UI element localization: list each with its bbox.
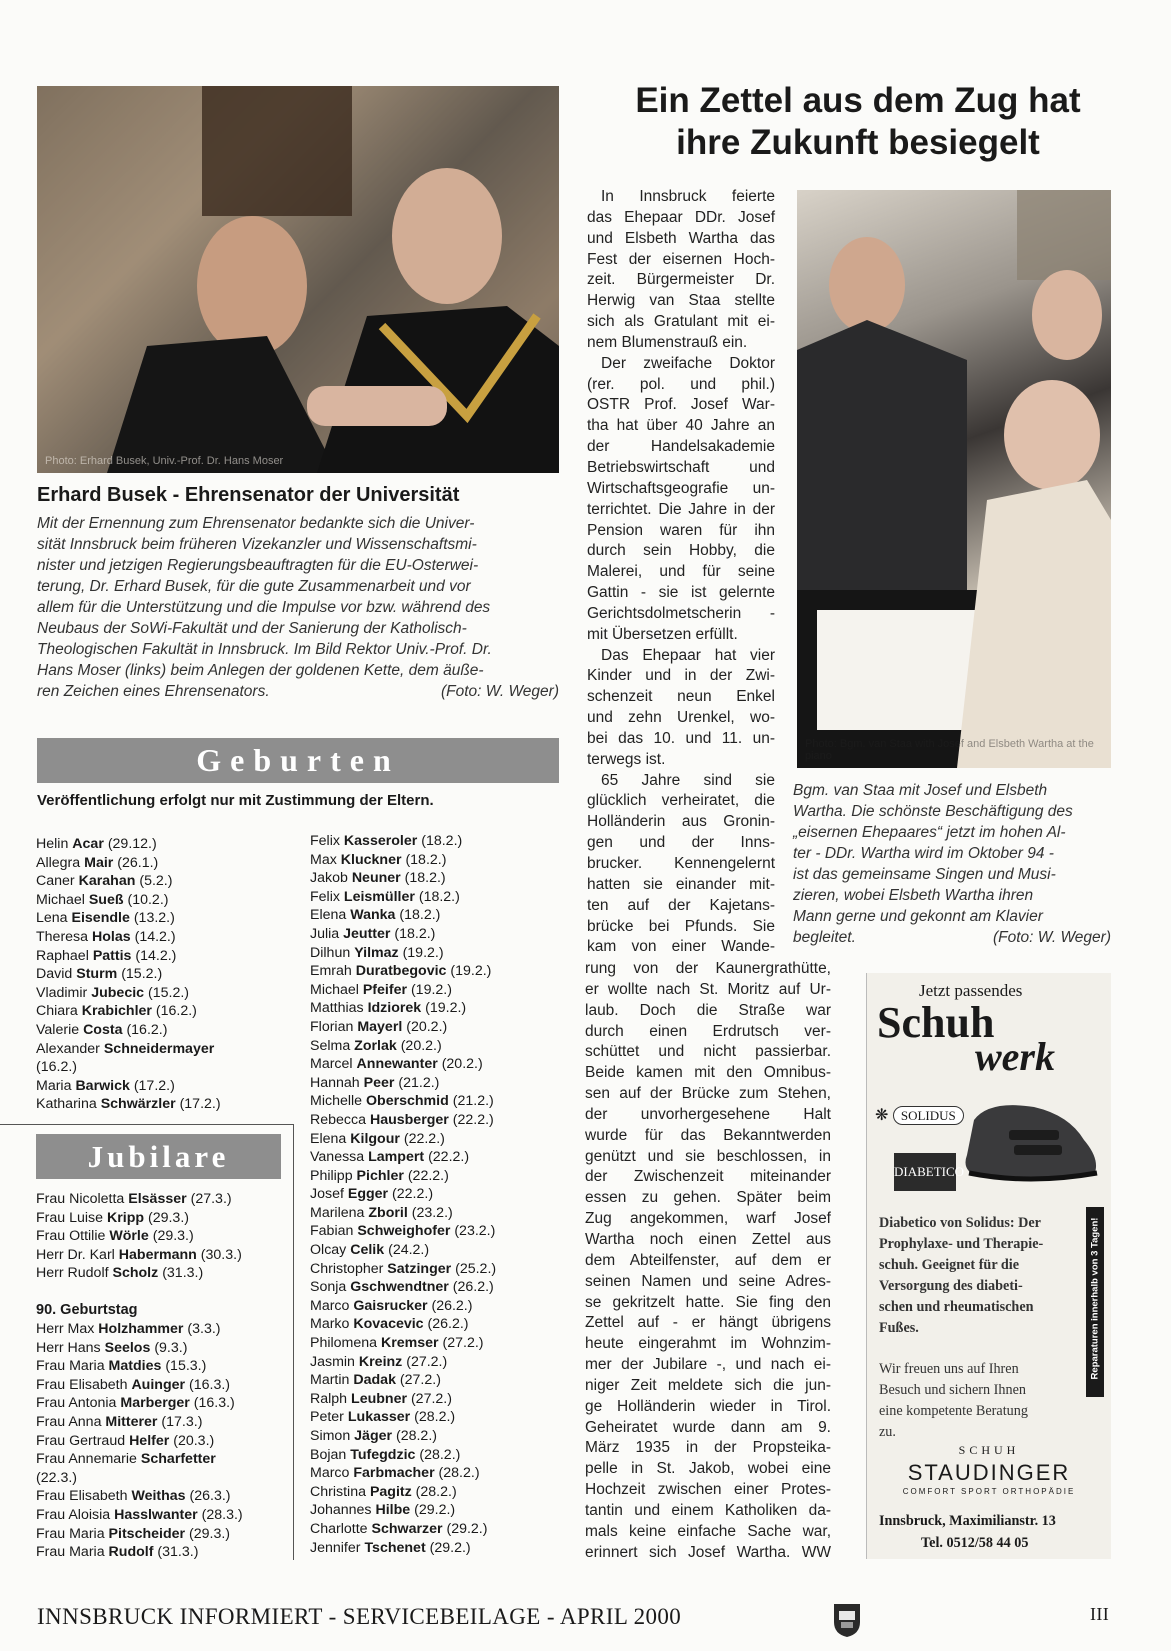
wartha-photo xyxy=(797,190,1111,768)
list-item: Julia Jeutter (18.2.) xyxy=(310,925,436,942)
geburten-note: Veröffentlichung erfolgt nur mit Zustimmung der Eltern. xyxy=(37,792,434,809)
article-line: Herwig van Staa stellte xyxy=(587,292,775,310)
article-line: rung von der Kaunergrathütte, xyxy=(585,960,831,977)
busek-photo-shapes xyxy=(37,86,559,473)
list-item: Caner Karahan (5.2.) xyxy=(36,873,173,890)
list-item: Christina Pagitz (28.2.) xyxy=(310,1483,457,1500)
list-item: Elena Wanka (18.2.) xyxy=(310,907,441,924)
page-number: III xyxy=(1090,1604,1110,1624)
list-item: Elena Kilgour (22.2.) xyxy=(310,1130,445,1147)
list-item: Frau Annemarie Scharfetter xyxy=(36,1451,216,1468)
article-line: terwegs ist. xyxy=(587,750,666,768)
busek-caption: Mit der Ernennung zum Ehrensenator bedankte sich die Univer- sität Innsbruck beim früheren Vizekanzler und Wissenschaftsmi- nister und jetzigen Regierungsbeauftragten für die EU-Osterwei- terung, Dr. Erhard Busek, für die gute Zusammenarbeit und vor allem für die Unterstützung und die Impulse vor bzw. während des Neubaus der SoWi-Fakultät und der Sanierung der Katholisch- Theologischen Fakultät in Innsbruck. Im Bild Rektor Univ.-Prof. Dr. Hans Moser (links) beim Anlegen der goldenen Kette, dem äuße- ren Zeichen eines Ehrensenators. (Foto: W. Weger) xyxy=(37,515,559,700)
article-line: mit Übersetzen erfüllt. xyxy=(587,625,738,643)
list-item: Vanessa Lampert (22.2.) xyxy=(310,1149,470,1166)
article-line: März 1935 in der Propsteika- xyxy=(585,1439,831,1457)
ad-brand-sub: COMFORT SPORT ORTHOPÄDIE xyxy=(902,1487,1076,1496)
article-line: sen auf der Brücke zum Stehen, xyxy=(585,1085,831,1103)
list-item: Hannah Peer (21.2.) xyxy=(310,1074,440,1091)
ad-schuh: Schuh xyxy=(877,998,995,1047)
article-line: tantin und einem Katholiken da- xyxy=(585,1501,831,1519)
article-line: hatten sie einander mit- xyxy=(587,875,775,893)
article-line: seinen Namen und seine Adres- xyxy=(585,1272,831,1290)
busek-photo xyxy=(37,86,559,473)
ad-address: Innsbruck, Maximilianstr. 13 xyxy=(879,1513,1056,1529)
schuhwerk-ad xyxy=(866,973,1111,1559)
article-line: pelle in St. Jakob, wobei eine xyxy=(585,1460,831,1478)
article-line: mals keine einfache Sache war, xyxy=(585,1522,831,1540)
list-item: Allegra Mair (26.1.) xyxy=(36,854,159,871)
article-line: sich als Gratulant mit ei- xyxy=(587,313,775,331)
list-item: Maria Barwick (17.2.) xyxy=(36,1077,175,1094)
list-item: Alexander Schneidermayer xyxy=(36,1040,215,1057)
list-item: Fabian Schweighofer (23.2.) xyxy=(310,1223,496,1240)
list-item: Selma Zorlak (20.2.) xyxy=(310,1037,442,1054)
wartha-photo-label: Photo: Bgm. van Staa with Josef and Elsbeth Wartha at the piano xyxy=(805,738,1094,762)
article-line: der Handelsakademie xyxy=(587,438,775,456)
article-line: essen zu gehen. Später beim xyxy=(585,1189,831,1207)
list-item: Felix Kasseroler (18.2.) xyxy=(310,833,463,849)
list-item: Sonja Gschwendtner (26.2.) xyxy=(310,1279,494,1296)
ad-werk: werk xyxy=(975,1034,1055,1079)
list-item: Michael Sueß (10.2.) xyxy=(36,891,169,908)
jubilare-divider xyxy=(293,1124,294,1560)
list-item: Herr Rudolf Scholz (31.3.) xyxy=(36,1265,204,1282)
busek-credit: (Foto: W. Weger) xyxy=(441,683,559,700)
article-line: Betriebswirtschaft und xyxy=(587,458,775,476)
list-item: Peter Lukasser (28.2.) xyxy=(310,1409,456,1426)
solidus-badge: ❋ SOLIDUS xyxy=(875,1105,964,1125)
diabetico-logo: DIABETICO xyxy=(894,1153,956,1191)
geburten-list-1 xyxy=(36,835,296,1114)
list-item: Herr Dr. Karl Habermann (30.3.) xyxy=(36,1246,242,1263)
article-body-wide xyxy=(585,959,831,1563)
list-item: (22.3.) xyxy=(36,1469,78,1486)
article-line: terrichtet. Die Jahre in der xyxy=(587,500,775,518)
jubilare-list-2 xyxy=(36,1320,291,1562)
list-item: Frau Nicoletta Elsässer (27.3.) xyxy=(36,1191,232,1207)
list-item: Ralph Leubner (27.2.) xyxy=(310,1390,452,1407)
article-line: schenzeit neun Enkel xyxy=(587,688,775,706)
article-line: 65 Jahre sind sie xyxy=(601,771,775,789)
list-item: Herr Hans Seelos (9.3.) xyxy=(36,1339,188,1356)
article-headline: Ein Zettel aus dem Zug hat ihre Zukunft besiegelt xyxy=(635,81,1081,162)
list-item: Frau Luise Kripp (29.3.) xyxy=(36,1209,189,1226)
article-line: In Innsbruck feierte xyxy=(601,188,775,205)
list-item: Theresa Holas (14.2.) xyxy=(36,928,176,945)
ad-jetzt: Jetzt passendes xyxy=(919,981,1023,1000)
wartha-caption: Bgm. van Staa mit Josef und Elsbeth Wartha. Die schönste Beschäftigung des „eisernen Ehepaares“ jetzt im hohen Al- ter - DDr. Wartha wird im Oktober 94 - ist das gemeinsame Singen und Musi- zieren, wobei Elsbeth Wartha ihren Mann gerne und gekonnt am Klavier begleitet. (Foto: W. Weger) xyxy=(793,782,1111,946)
list-item: Raphael Pattis (14.2.) xyxy=(36,947,177,964)
list-item: Frau Maria Matdies (15.3.) xyxy=(36,1358,207,1375)
article-line: dem Abteilfenster, auf dem er xyxy=(585,1251,831,1269)
article-line: brucker. Kennengelernt xyxy=(587,855,775,872)
article-line: Zettel auf - er hängt übrigens xyxy=(585,1314,831,1332)
list-item: Frau Gertraud Helfer (20.3.) xyxy=(36,1432,215,1449)
article-line: nem Blumenstrauß ein. xyxy=(587,333,748,351)
coat-of-arms-icon xyxy=(832,1602,862,1638)
article-line: glücklich verheiratet, die xyxy=(587,792,775,810)
list-item: Rebecca Hausberger (22.2.) xyxy=(310,1111,494,1128)
list-item: Dilhun Yilmaz (19.2.) xyxy=(310,944,444,961)
list-item: Frau Aloisia Hasslwanter (28.3.) xyxy=(36,1506,243,1523)
list-item: Michelle Oberschmid (21.2.) xyxy=(310,1093,494,1110)
article-line: Der zweifache Doktor xyxy=(601,354,775,372)
list-item: Jasmin Kreinz (27.2.) xyxy=(310,1353,448,1370)
ad-side-bar xyxy=(1086,1207,1104,1397)
jubilare-rule xyxy=(0,1124,294,1125)
list-item: (16.2.) xyxy=(36,1059,78,1076)
busek-title: Erhard Busek - Ehrensenator der Universität xyxy=(37,484,460,506)
list-item: Lena Eisendle (13.2.) xyxy=(36,910,175,927)
list-item: Frau Elisabeth Weithas (26.3.) xyxy=(36,1488,231,1505)
list-item: David Sturm (15.2.) xyxy=(36,966,163,983)
list-item: Max Kluckner (18.2.) xyxy=(310,851,447,868)
jubilare-subheading: 90. Geburtstag xyxy=(36,1302,138,1318)
article-line: zeit. Bürgermeister Dr. xyxy=(587,271,775,289)
butterfly-icon: ❋ xyxy=(875,1107,889,1124)
list-item: Florian Mayerl (20.2.) xyxy=(310,1018,448,1035)
article-line: erinnert sich Josef Wartha. WW xyxy=(585,1543,831,1561)
article-line: durch einen Erdrutsch ver- xyxy=(585,1022,831,1040)
article-line: Kinder und in der Zwi- xyxy=(587,667,775,685)
list-item: Bojan Tufegdzic (28.2.) xyxy=(310,1446,461,1463)
article-line: se gekritzelt hatte. Sie fing den xyxy=(585,1293,831,1311)
article-line: wurde für das Bekanntwerden xyxy=(585,1126,831,1144)
wartha-credit: (Foto: W. Weger) xyxy=(993,929,1111,946)
article-line: und Elsbeth Wartha das xyxy=(587,229,775,247)
busek-photo-label: Photo: Erhard Busek, Univ.-Prof. Dr. Hans Moser xyxy=(45,455,284,467)
article-line: tha hat über 40 Jahre an xyxy=(587,417,775,435)
list-item: Felix Leismüller (18.2.) xyxy=(310,888,460,905)
list-item: Jakob Neuner (18.2.) xyxy=(310,870,446,887)
footer-text: INNSBRUCK INFORMIERT - SERVICEBEILAGE - APRIL 2000 xyxy=(37,1604,682,1629)
article-line: der unvorhergesehene Halt xyxy=(585,1105,831,1123)
list-item: Frau Anna Mitterer (17.3.) xyxy=(36,1413,203,1430)
article-line: (rer. pol. und phil.) xyxy=(587,375,775,393)
list-item: Vladimir Jubecic (15.2.) xyxy=(36,984,190,1001)
list-item: Philipp Pichler (22.2.) xyxy=(310,1167,449,1184)
ad-phone: Tel. 0512/58 44 05 xyxy=(921,1535,1029,1551)
article-line: das Ehepaar DDr. Josef xyxy=(587,208,775,226)
article-line: brücke bei Pfunds. Sie xyxy=(587,917,775,935)
list-item: Frau Maria Pitscheider (29.3.) xyxy=(36,1525,231,1542)
article-line: Fest der eisernen Hoch- xyxy=(587,250,775,268)
article-line: genützt und sie beschlossen, in xyxy=(585,1147,831,1165)
article-line: ten auf der Kajetans- xyxy=(587,896,775,914)
list-item: Olcay Celik (24.2.) xyxy=(310,1242,430,1259)
list-item: Frau Elisabeth Auinger (16.3.) xyxy=(36,1376,231,1393)
ad-brand: STAUDINGER xyxy=(907,1460,1071,1485)
list-item: Johannes Hilbe (29.2.) xyxy=(310,1502,456,1519)
article-line: Malerei, und für seine xyxy=(587,563,775,581)
list-item: Marco Gaisrucker (26.2.) xyxy=(310,1297,473,1314)
article-line: durch sein Hobby, die xyxy=(587,542,775,560)
article-line: Gerichtsdolmetscherin - xyxy=(587,604,775,622)
list-item: Marco Farbmacher (28.2.) xyxy=(310,1465,480,1482)
article-line: ge Holländerin wieder in Tirol. xyxy=(585,1397,831,1415)
list-item: Michael Pfeifer (19.2.) xyxy=(310,981,452,998)
list-item: Herr Max Holzhammer (3.3.) xyxy=(36,1321,221,1337)
article-line: mer der Jubilare -, und nach ei- xyxy=(585,1356,831,1374)
geburten-header: Geburten xyxy=(37,738,559,783)
article-line: gen und der Inns- xyxy=(587,834,775,852)
article-line: heute eingerahmt im Wohnzim- xyxy=(585,1335,831,1353)
list-item: Simon Jäger (28.2.) xyxy=(310,1428,437,1444)
list-item: Frau Ottilie Wörle (29.3.) xyxy=(36,1228,194,1245)
article-line: er wollte nach St. Moritz auf Ur- xyxy=(585,980,831,998)
jubilare-header: Jubilare xyxy=(36,1134,281,1179)
article-line: kam von einer Wande- xyxy=(587,938,775,956)
article-line: laub. Doch die Straße war xyxy=(585,1001,831,1019)
ad-side-text: Reparaturen innerhalb von 3 Tagen! xyxy=(1089,1217,1101,1380)
article-line: Das Ehepaar hat vier xyxy=(601,646,775,664)
list-item: Frau Antonia Marberger (16.3.) xyxy=(36,1395,235,1412)
article-line: niger Zeit meldete sich die jun- xyxy=(585,1376,831,1394)
list-item: Josef Egger (22.2.) xyxy=(310,1186,434,1203)
list-item: Marko Kovacevic (26.2.) xyxy=(310,1316,469,1333)
article-line: Beide kamen mit den Omnibus- xyxy=(585,1064,831,1082)
list-item: Emrah Duratbegovic (19.2.) xyxy=(310,963,492,980)
ad-body-2: Wir freuen uns auf Ihren Besuch und sichern Ihnen eine kompetente Beratung zu. xyxy=(879,1361,1028,1440)
ad-brand-top: SCHUH xyxy=(958,1443,1020,1457)
article-body-narrow xyxy=(587,187,775,958)
article-line: und zehn Urenkel, wo- xyxy=(587,709,775,727)
article-line: Geheiratet wurde dann am 9. xyxy=(585,1418,831,1436)
list-item: Valerie Costa (16.2.) xyxy=(36,1021,168,1038)
list-item: Marilena Zboril (23.2.) xyxy=(310,1204,453,1221)
article-line: Wartha noch einen Zettel aus xyxy=(585,1230,831,1248)
article-line: OSTR Prof. Josef War- xyxy=(587,396,775,414)
list-item: Marcel Annewanter (20.2.) xyxy=(310,1056,483,1073)
article-line: bei das 10. und 11. un- xyxy=(587,729,775,747)
jubilare-list-1 xyxy=(36,1190,291,1283)
list-item: Helin Acar (29.12.) xyxy=(36,836,157,852)
list-item: Katharina Schwärzler (17.2.) xyxy=(36,1096,221,1113)
article-line: Pension waren für ihn xyxy=(587,521,775,539)
geburten-list-2 xyxy=(310,832,570,1557)
wartha-photo-shapes xyxy=(797,190,1111,768)
article-line: der Zwischenzeit miteinander xyxy=(585,1168,831,1186)
article-line: Hochzeit zwischen einer Protes- xyxy=(585,1481,831,1499)
list-item: Matthias Idziorek (19.2.) xyxy=(310,1000,467,1017)
article-line: Gattin - sie ist gelernte xyxy=(587,584,775,602)
article-line: schüttet und nicht passierbar. xyxy=(585,1043,831,1061)
list-item: Charlotte Schwarzer (29.2.) xyxy=(310,1520,488,1537)
ad-body-1: Diabetico von Solidus: Der Prophylaxe- und Therapie- schuh. Geeignet für die Versorgung des diabeti- schen und rheumatischen Fußes. xyxy=(879,1215,1044,1336)
list-item: Chiara Krabichler (16.2.) xyxy=(36,1003,197,1020)
article-line: Holländerin aus Gronin- xyxy=(587,813,775,831)
list-item: Frau Maria Rudolf (31.3.) xyxy=(36,1544,199,1561)
list-item: Christopher Satzinger (25.2.) xyxy=(310,1260,497,1277)
article-line: Zug angekommen, warf Josef xyxy=(585,1210,831,1228)
list-item: Martin Dadak (27.2.) xyxy=(310,1372,441,1389)
list-item: Philomena Kremser (27.2.) xyxy=(310,1335,484,1352)
list-item: Jennifer Tschenet (29.2.) xyxy=(310,1539,471,1556)
article-line: Wirtschaftsgeografie un- xyxy=(587,479,775,497)
